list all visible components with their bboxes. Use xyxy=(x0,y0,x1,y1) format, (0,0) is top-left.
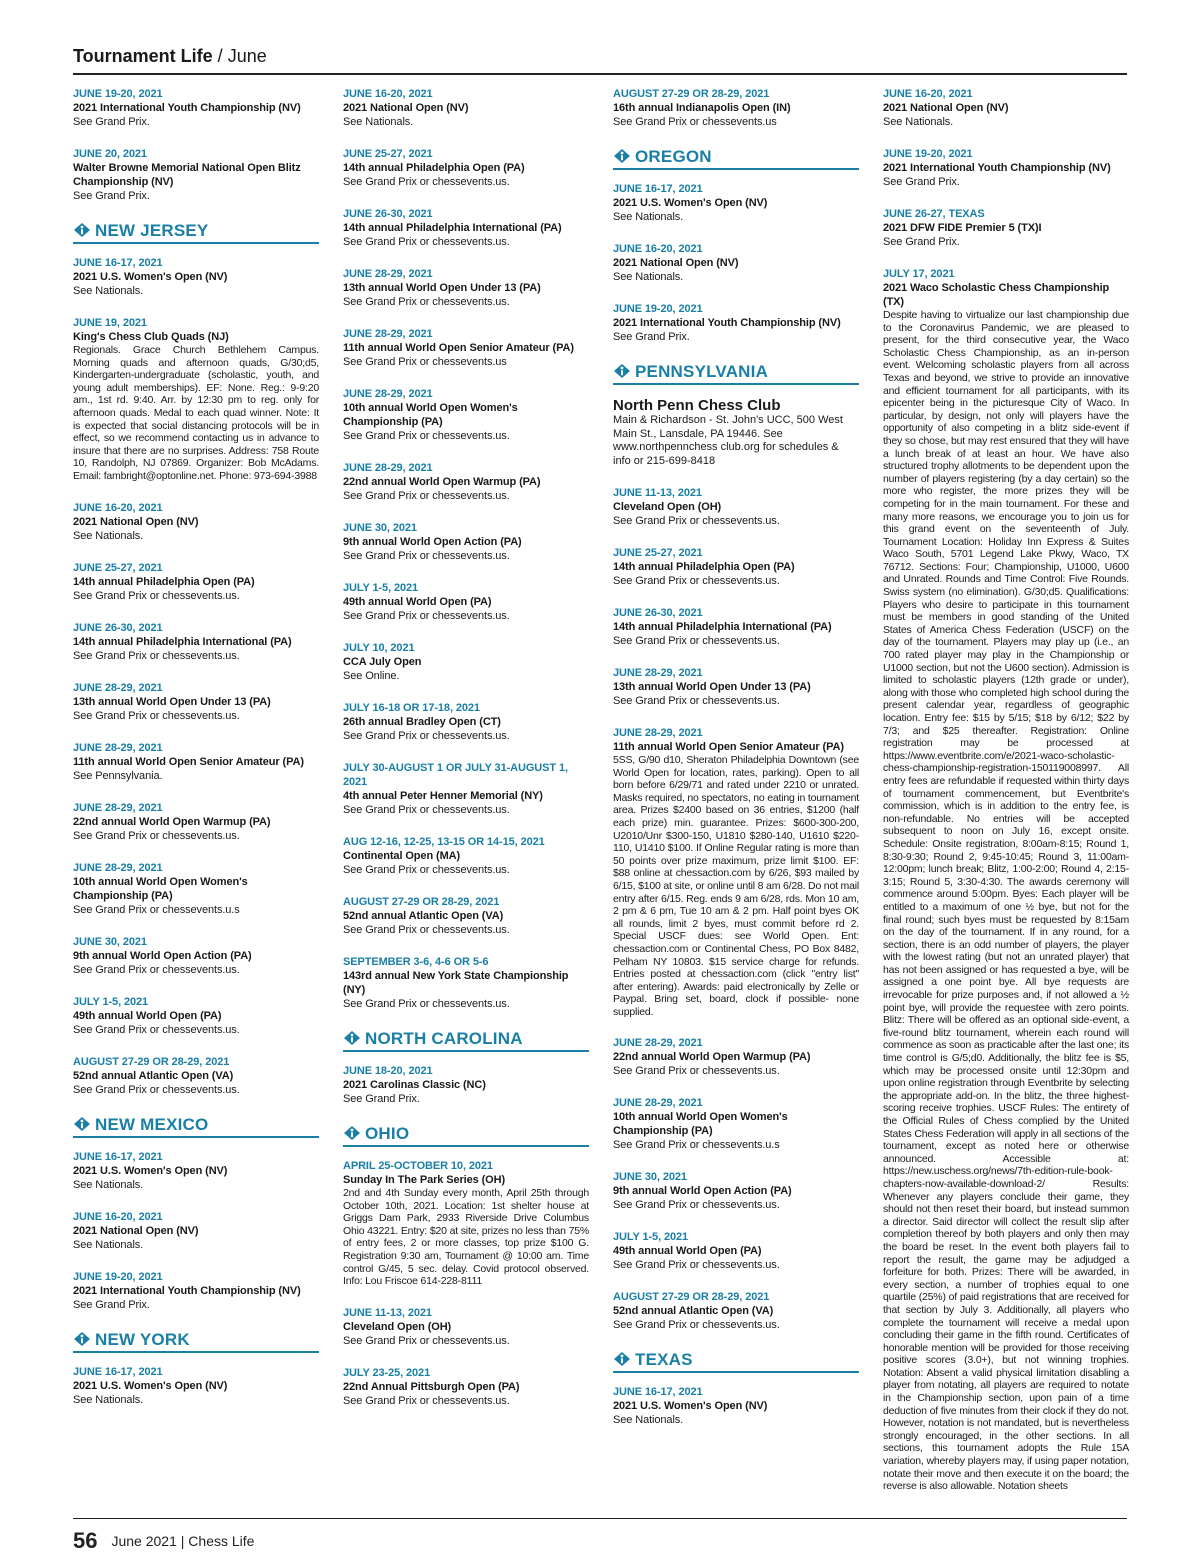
club-info: Main & Richardson - St. John's UCC, 500 West Main St., Lansdale, PA 19446. See www.northpennchess club.org for schedules & info or 215-699-8418 xyxy=(613,414,843,467)
tournament-reference: See Pennsylvania. xyxy=(73,769,163,782)
info-icon xyxy=(343,1030,361,1046)
tournament-title: 10th annual World Open Women's Championship (PA) xyxy=(613,1111,788,1138)
tournament-entry xyxy=(73,995,319,1037)
tournament-entry xyxy=(73,681,319,723)
tournament-entry xyxy=(73,87,319,129)
info-icon xyxy=(73,1331,91,1347)
tournament-entry xyxy=(73,801,319,843)
tournament-reference: See Nationals. xyxy=(73,285,144,297)
tournament-reference: See Grand Prix or chessevents.us. xyxy=(73,829,240,842)
info-icon xyxy=(343,1125,361,1141)
tournament-date: JUNE 20, 2021 xyxy=(73,148,147,160)
tournament-reference: See Grand Prix or chessevents.us. xyxy=(343,296,510,308)
tournament-entry xyxy=(343,1366,589,1408)
column-4 xyxy=(883,87,1129,1511)
tournament-reference: See Grand Prix or chessevents.us. xyxy=(343,730,510,742)
info-icon xyxy=(73,222,91,238)
tournament-reference: See Nationals. xyxy=(613,211,684,223)
tournament-entry xyxy=(343,581,589,623)
tournament-reference: See Grand Prix or chessevents.u.s xyxy=(613,1139,780,1152)
tournament-reference: See Nationals. xyxy=(73,1393,144,1406)
tournament-title: 4th annual Peter Henner Memorial (NY) xyxy=(343,790,543,802)
tournament-reference: See Grand Prix. xyxy=(73,190,150,202)
state-heading xyxy=(613,362,859,385)
tournament-title: 2021 DFW FIDE Premier 5 (TX)I xyxy=(883,222,1042,234)
tournament-date: JUNE 28-29, 2021 xyxy=(73,861,163,874)
tournament-entry xyxy=(343,461,589,503)
tournament-entry xyxy=(73,1055,319,1097)
tournament-reference: See Grand Prix. xyxy=(883,236,960,248)
tournament-title: Sunday In The Park Series (OH) xyxy=(343,1174,506,1186)
tournament-entry xyxy=(343,387,589,443)
header-separator: / xyxy=(212,46,228,66)
tournament-title: 52nd annual Atlantic Open (VA) xyxy=(343,910,504,922)
tournament-reference: See Nationals. xyxy=(73,529,144,542)
tournament-title: 22nd annual World Open Warmup (PA) xyxy=(613,1051,811,1064)
tournament-date: SEPTEMBER 3-6, 4-6 OR 5-6 xyxy=(343,956,489,968)
state-name: PENNSYLVANIA xyxy=(635,362,769,381)
tournament-title: 2021 International Youth Championship (NV) xyxy=(73,102,301,114)
tournament-title: 52nd annual Atlantic Open (VA) xyxy=(73,1069,234,1082)
tournament-title: 13th annual World Open Under 13 (PA) xyxy=(73,695,271,708)
tournament-title: 14th annual Philadelphia Open (PA) xyxy=(343,162,525,174)
page-number: 56 xyxy=(73,1528,98,1553)
tournament-reference: See Grand Prix or chessevents.us. xyxy=(343,610,510,622)
tournament-entry xyxy=(343,835,589,877)
tournament-entry xyxy=(73,1270,319,1312)
tournament-date: JULY 1-5, 2021 xyxy=(613,1231,689,1244)
tournament-entry xyxy=(613,87,859,129)
tournament-entry xyxy=(343,895,589,937)
column-1 xyxy=(73,87,319,1425)
tournament-entry xyxy=(343,1159,589,1288)
tournament-entry xyxy=(73,147,319,203)
tournament-title: 22nd annual World Open Warmup (PA) xyxy=(343,476,541,488)
tournament-date: JUNE 30, 2021 xyxy=(73,935,147,948)
tournament-date: AUGUST 27-29 OR 28-29, 2021 xyxy=(613,1291,770,1304)
tournament-date: JULY 1-5, 2021 xyxy=(343,582,419,594)
tournament-entry xyxy=(343,641,589,683)
tournament-entry xyxy=(73,256,319,298)
tournament-date: JUNE 26-30, 2021 xyxy=(343,208,433,220)
tournament-date: JUNE 16-20, 2021 xyxy=(343,88,433,100)
tournament-entry xyxy=(613,1230,859,1272)
tournament-reference: See Nationals. xyxy=(613,1414,684,1427)
tournament-date: JUNE 16-20, 2021 xyxy=(73,501,163,514)
tournament-title: 143rd annual New York State Championship (NY) xyxy=(343,970,569,996)
tournament-title: 49th annual World Open (PA) xyxy=(343,596,492,608)
tournament-date: JUNE 28-29, 2021 xyxy=(343,328,433,340)
tournament-reference: See Grand Prix or chessevents.us. xyxy=(613,1065,780,1078)
tournament-date: JUNE 28-29, 2021 xyxy=(343,462,433,474)
club-name: North Penn Chess Club xyxy=(613,397,781,414)
tournament-reference: See Grand Prix or chessevents.us. xyxy=(73,589,240,602)
tournament-title: 13th annual World Open Under 13 (PA) xyxy=(613,681,811,693)
tournament-title: 11th annual World Open Senior Amateur (PA) xyxy=(73,755,304,768)
tournament-details: 2nd and 4th Sunday every month, April 25th through October 10th, 2021. Location: 1st shelter house at Griggs Dam Park, 2933 Riverside Drive Columbus Ohio 43221. Entry: $20 at site, prizes no less than 75% of entry fees, 2 or more classes, top prize $100 G. Registration 9:30 am, Tournament @ 10:00 am. Time control G/45, 5 sec. delay. Covid protocol observed. Info: Lou Friscoe 614-228-8111 xyxy=(343,1187,589,1288)
tournament-reference: See Grand Prix or chessevents.us. xyxy=(343,804,510,816)
tournament-title: 14th annual Philadelphia Open (PA) xyxy=(73,575,255,588)
info-icon xyxy=(613,363,631,379)
tournament-reference: See Grand Prix or chessevents.us. xyxy=(613,1319,780,1332)
tournament-title: 2021 U.S. Women's Open (NV) xyxy=(613,197,768,209)
tournament-title: 2021 International Youth Championship (NV) xyxy=(883,162,1111,174)
tournament-date: JUNE 28-29, 2021 xyxy=(343,268,433,280)
tournament-reference: See Grand Prix or chessevents.us. xyxy=(73,1023,240,1036)
tournament-title: 14th annual Philadelphia International (PA) xyxy=(343,222,562,234)
tournament-reference: See Grand Prix or chessevents.us. xyxy=(343,490,510,502)
tournament-title: 14th annual Philadelphia Open (PA) xyxy=(613,561,795,573)
tournament-date: JUNE 16-17, 2021 xyxy=(73,1365,163,1378)
tournament-reference: See Grand Prix or chessevents.us xyxy=(343,356,507,368)
info-icon xyxy=(613,1351,631,1367)
tournament-reference: See Grand Prix or chessevents.u.s xyxy=(73,903,240,916)
info-icon xyxy=(73,1116,91,1132)
state-name: NEW YORK xyxy=(95,1329,190,1349)
tournament-reference: See Grand Prix or chessevents.us. xyxy=(613,635,780,647)
tournament-reference: See Grand Prix. xyxy=(73,116,150,128)
tournament-reference: See Online. xyxy=(343,670,400,682)
tournament-reference: See Grand Prix. xyxy=(883,176,960,188)
tournament-title: 2021 Waco Scholastic Chess Championship (TX) xyxy=(883,282,1110,308)
tournament-date: JUNE 25-27, 2021 xyxy=(343,148,433,160)
state-heading xyxy=(343,1029,589,1052)
tournament-title: 22nd Annual Pittsburgh Open (PA) xyxy=(343,1380,520,1393)
tournament-title: 2021 National Open (NV) xyxy=(613,257,739,269)
tournament-title: 2021 International Youth Championship (NV) xyxy=(613,317,841,329)
tournament-title: 49th annual World Open (PA) xyxy=(73,1009,222,1022)
tournament-reference: See Grand Prix or chessevents.us. xyxy=(343,998,510,1010)
tournament-reference: See Nationals. xyxy=(73,1178,144,1191)
tournament-entry xyxy=(613,546,859,588)
tournament-reference: See Grand Prix or chessevents.us. xyxy=(73,1083,240,1096)
tournament-entry xyxy=(73,316,319,483)
tournament-entry xyxy=(73,1210,319,1252)
state-heading xyxy=(73,1115,319,1138)
tournament-reference: See Grand Prix or chessevents.us. xyxy=(343,176,510,188)
tournament-reference: See Grand Prix or chessevents.us. xyxy=(613,1199,780,1212)
tournament-entry xyxy=(343,147,589,189)
tournament-entry xyxy=(343,87,589,129)
tournament-entry xyxy=(73,501,319,543)
tournament-reference: See Grand Prix or chessevents.us. xyxy=(343,924,510,936)
tournament-title: 26th annual Bradley Open (CT) xyxy=(343,716,501,728)
tournament-date: JUNE 19, 2021 xyxy=(73,317,147,329)
state-name: NEW JERSEY xyxy=(95,221,209,240)
column-2 xyxy=(343,87,589,1426)
tournament-entry xyxy=(613,1096,859,1152)
tournament-date: JULY 17, 2021 xyxy=(883,268,955,280)
tournament-date: JUNE 16-17, 2021 xyxy=(73,257,163,269)
tournament-title: 2021 National Open (NV) xyxy=(883,102,1009,114)
tournament-title: CCA July Open xyxy=(343,656,422,668)
tournament-entry xyxy=(73,935,319,977)
tournament-title: Continental Open (MA) xyxy=(343,850,461,862)
tournament-date: JUNE 11-13, 2021 xyxy=(613,487,702,499)
tournament-date: JUNE 28-29, 2021 xyxy=(73,681,163,694)
tournament-entry xyxy=(73,861,319,917)
state-heading xyxy=(73,221,319,244)
tournament-reference: See Grand Prix or chessevents.us. xyxy=(343,864,510,876)
tournament-title: 52nd annual Atlantic Open (VA) xyxy=(613,1305,774,1318)
tournament-title: 2021 U.S. Women's Open (NV) xyxy=(73,271,228,283)
tournament-title: 2021 U.S. Women's Open (NV) xyxy=(73,1164,228,1177)
tournament-date: JULY 1-5, 2021 xyxy=(73,995,149,1008)
tournament-reference: See Grand Prix or chessevents.us xyxy=(613,116,777,128)
tournament-date: JUNE 28-29, 2021 xyxy=(73,801,163,814)
tournament-date: JUNE 30, 2021 xyxy=(613,1171,687,1184)
column-3 xyxy=(613,87,859,1445)
tournament-date: JUNE 19-20, 2021 xyxy=(883,148,973,160)
tournament-reference: See Grand Prix or chessevents.us. xyxy=(343,430,510,442)
tournament-title: 9th annual World Open Action (PA) xyxy=(343,536,522,548)
info-icon xyxy=(613,148,631,164)
tournament-title: 2021 National Open (NV) xyxy=(73,515,199,528)
tournament-entry xyxy=(343,207,589,249)
footer-rule xyxy=(73,1518,1127,1519)
state-heading xyxy=(73,1330,319,1353)
state-name: TEXAS xyxy=(635,1350,693,1370)
tournament-entry xyxy=(883,267,1129,1493)
tournament-reference: See Grand Prix or chessevents.us. xyxy=(73,709,240,722)
tournament-title: 49th annual World Open (PA) xyxy=(613,1245,762,1258)
tournament-reference: See Nationals. xyxy=(883,116,954,128)
tournament-reference: See Grand Prix or chessevents.us. xyxy=(613,575,780,587)
tournament-reference: See Nationals. xyxy=(343,116,414,128)
tournament-title: 13th annual World Open Under 13 (PA) xyxy=(343,282,541,294)
tournament-title: 11th annual World Open Senior Amateur (PA) xyxy=(613,741,844,753)
tournament-entry xyxy=(883,87,1129,129)
tournament-date: JUNE 16-17, 2021 xyxy=(73,1150,163,1163)
tournament-reference: See Grand Prix or chessevents.us. xyxy=(343,236,510,248)
tournament-entry xyxy=(613,302,859,344)
tournament-date: JULY 16-18 OR 17-18, 2021 xyxy=(343,702,480,714)
tournament-date: JUNE 16-17, 2021 xyxy=(613,1386,703,1399)
tournament-date: AUGUST 27-29 OR 28-29, 2021 xyxy=(73,1055,230,1068)
tournament-title: 2021 National Open (NV) xyxy=(343,102,469,114)
state-name: NORTH CAROLINA xyxy=(365,1029,523,1048)
tournament-details: Regionals. Grace Church Bethlehem Campus. Morning quads and afternoon quads, G/30;d5, Kindergarten-undergraduate (scholastic, youth, and young adult memberships). EF: None. Reg.: 9-9:20 am., 1st rd. 9:40. Arr. by 12:30 pm to reg. only for afternoon quads. Medal to each quad winner. Note: It is expected that social distancing protocols will be in effect, so we recommend contacting us in advance to insure that there are no surprises. Address: 758 Route 10, Randolph, NJ 07869. Organizer: Bob McAdams. Email: fambright@optonline.net. Phone: 973-694-3988 xyxy=(73,344,319,482)
tournament-date: JUNE 16-20, 2021 xyxy=(883,88,973,100)
tournament-title: Cleveland Open (OH) xyxy=(343,1320,452,1333)
tournament-entry xyxy=(343,1064,589,1106)
state-heading xyxy=(613,1350,859,1373)
tournament-reference: See Nationals. xyxy=(73,1238,144,1251)
tournament-title: Cleveland Open (OH) xyxy=(613,501,722,513)
tournament-title: 14th annual Philadelphia International (PA) xyxy=(73,635,292,648)
section-title: Tournament Life xyxy=(73,46,213,66)
tournament-date: JUNE 28-29, 2021 xyxy=(613,1037,703,1050)
tournament-entry xyxy=(73,621,319,663)
tournament-entry xyxy=(343,955,589,1011)
tournament-entry xyxy=(613,242,859,284)
tournament-reference: See Grand Prix or chessevents.us. xyxy=(73,649,240,662)
tournament-entry xyxy=(343,327,589,369)
tournament-date: JULY 10, 2021 xyxy=(343,642,415,654)
tournament-entry xyxy=(883,147,1129,189)
tournament-entry xyxy=(343,761,589,817)
tournament-title: Walter Browne Memorial National Open Blitz Championship (NV) xyxy=(73,162,301,188)
tournament-date: JUNE 19-20, 2021 xyxy=(613,303,703,315)
tournament-date: JUNE 19-20, 2021 xyxy=(73,1270,163,1283)
tournament-title: 11th annual World Open Senior Amateur (PA) xyxy=(343,342,574,354)
tournament-reference: See Grand Prix. xyxy=(613,331,690,343)
tournament-title: 9th annual World Open Action (PA) xyxy=(613,1185,792,1198)
tournament-entry xyxy=(613,606,859,648)
tournament-entry xyxy=(883,207,1129,249)
tournament-date: JUNE 16-20, 2021 xyxy=(613,243,703,255)
tournament-date: JUNE 28-29, 2021 xyxy=(613,727,703,739)
tournament-entry xyxy=(613,182,859,224)
tournament-title: 10th annual World Open Women's Championship (PA) xyxy=(73,875,248,902)
state-name: OREGON xyxy=(635,147,712,166)
tournament-reference: See Grand Prix. xyxy=(73,1298,150,1311)
tournament-entry xyxy=(613,1036,859,1078)
tournament-date: JULY 30-AUGUST 1 OR JULY 31-AUGUST 1, 2021 xyxy=(343,762,568,788)
state-name: OHIO xyxy=(365,1124,410,1143)
state-heading xyxy=(613,147,859,170)
tournament-date: AUG 12-16, 12-25, 13-15 OR 14-15, 2021 xyxy=(343,836,545,848)
tournament-date: JUNE 18-20, 2021 xyxy=(343,1065,433,1077)
page-header xyxy=(73,46,267,67)
tournament-entry xyxy=(73,561,319,603)
tournament-entry xyxy=(613,1170,859,1212)
tournament-date: APRIL 25-OCTOBER 10, 2021 xyxy=(343,1160,493,1172)
tournament-entry xyxy=(613,1385,859,1427)
tournament-reference: See Grand Prix or chessevents.us. xyxy=(343,1394,510,1407)
tournament-entry xyxy=(343,267,589,309)
tournament-title: 22nd annual World Open Warmup (PA) xyxy=(73,815,271,828)
tournament-title: 2021 International Youth Championship (NV) xyxy=(73,1284,301,1297)
tournament-entry xyxy=(613,486,859,528)
tournament-reference: See Nationals. xyxy=(613,271,684,283)
tournament-entry xyxy=(613,666,859,708)
tournament-date: JUNE 25-27, 2021 xyxy=(73,561,163,574)
tournament-entry xyxy=(73,1150,319,1192)
tournament-date: JUNE 30, 2021 xyxy=(343,522,417,534)
tournament-entry xyxy=(343,701,589,743)
tournament-entry xyxy=(73,741,319,783)
tournament-date: JUNE 16-17, 2021 xyxy=(613,183,703,195)
tournament-date: JUNE 16-20, 2021 xyxy=(73,1210,163,1223)
tournament-reference: See Grand Prix or chessevents.us. xyxy=(343,1334,510,1347)
tournament-reference: See Grand Prix or chessevents.us. xyxy=(613,1259,780,1272)
tournament-details: Despite having to virtualize our last championship due to the Coronavirus Pandemic, we are pleased to present, for the third consecutive year, the Waco Scholastic Chess Championship, as an in-person event. Welcoming scholastic players from all across Texas and beyond, we strive to provide an innovative and efficient tournament for all participants, with its epicenter being in the picturesque City of Waco. In particular, by design, not only will players have the opportunity of also competing in a blitz side-event if they so chose, but may rest ensured that they will have a lunch break of at least an hour. We have also structured trophy allotments to be dependent upon the number of players registering (by a day certain) so the more who register, the more prizes they will be competing for in the main tournament. For these and many more reasons, we encourage you to join us for this grand event on the seventeenth of July. Tournament Location: Holiday Inn Express & Suites Waco South, 5701 Legend Lake Pkwy, Waco, TX 76712. Sections: Four; Championship, U1000, U600 and Unrated. Rounds and Time Control: Five Rounds. Swiss system (no elimination). G/30;d5. Qualifications: Players who desire to participate in this tournament must be members in good standing of the United States of America Chess Federation (USCF) on the day of the tournament. Players may play up (i.e., an 700 rated player may play in the Championship or U1000 section, but not the U600 section). Admission is limited to scholastic players (12th grade or under), along with those who completed high school during the present calendar year, regardless of geographic location. Entry fee: $15 by 5/15; $18 by 6/12; $22 by 7/3; and $25 thereafter. Registration: Online registration may be processed at https://www.eventbrite.com/e/2021-waco-scholastic-chess-championship-registration-150119008997. All entry fees are refundable if requested within thirty days of tournament commencement, but Eventbrite's commission, which is in addition to the entry fee, is non-refundable. No entries will be accepted subsequent to noon on July 16, except onsite. Schedule: Onsite registration, 8:00am-8:15; Round 1, 8:30-9:30; Round 2, 9:45-10:45; Round 3, 11:00am-12:00pm; lunch break; Blitz, 1:00-2:00; Round 4, 2:15-3:15; Round 5, 3:30-4:30. The awards ceremony will commence around 5:00pm. Byes: Each player will be entitled to a maximum of one ½ bye, but not for the final round; such byes must be requested by 8:15am on the day of the tournament. If in any round, for a section, there is an odd number of players, the player with the lowest rating (but not an unrated player) that has not been assigned or has requested a bye, will be assigned a one point bye. All bye requests are irrevocable for prize purposes and, if not allowed a ½ point bye, will provide the requestee with zero points. Blitz: There will be offered as an optional side-event, a five-round blitz tournament, wherein each round will commence as soon as practicable after the last one; its time control is G/5;d0. Additionally, the blitz fee is $5, which may be processed onsite until 12:30pm and upon online registration through Eventbrite by selecting the appropriate add-on. In the blitz, the three highest-scoring receive trophies. USCF Rules: The entirety of the Official Rules of Chess complied by the United States Chess Federation will apply in all sections of the tournament, except as noted here or otherwise announced. Accessible at: https://new.uschess.org/news/7th-edition-rule-book-chapters-now-available-download-2/ Results: Whenever any players conclude their game, they should not then reset their board, but instead summon a director. Said director will collect the result slip after completion thereof by both players and only then may the board be reset. In the event both players fail to report the result, the game may be adjudged a forfeiture for both. Prizes: There will be awarded, in every section, a number of trophies equal to one quartile (25%) of paid registrations that are received for that section by July 3. Additionally, all players who complete the tournament will receive a medal upon concluding their game in the fifth round. Certificates of honorable mention will be provided for those receiving positive scores (3.0+), but not winning trophies. Notation: Absent a valid physical limitation disabling a player from notating, all players are required to notate in the Championship section, upon pain of a time deduction of five minutes from their clock if they do not. However, notation is not mandated, but is nevertheless strongly encouraged, in the other sections. In all sections, this tournament adopts the Rule 15A variation, whereby players may, if using paper notation, notate their move and then execute it on the board; the reverse is also allowable. Notation sheets xyxy=(883,309,1129,1493)
tournament-reference: See Grand Prix or chessevents.us. xyxy=(343,550,510,562)
tournament-date: JUNE 11-13, 2021 xyxy=(343,1306,432,1319)
tournament-title: 14th annual Philadelphia International (PA) xyxy=(613,621,832,633)
tournament-date: JUNE 28-29, 2021 xyxy=(613,1097,703,1110)
tournament-entry xyxy=(613,1290,859,1332)
state-name: NEW MEXICO xyxy=(95,1114,209,1134)
tournament-title: 10th annual World Open Women's Championship (PA) xyxy=(343,402,518,428)
page-footer xyxy=(73,1528,254,1554)
tournament-entry xyxy=(73,1365,319,1407)
tournament-reference: See Grand Prix. xyxy=(343,1093,420,1105)
tournament-entry xyxy=(343,521,589,563)
tournament-date: JUNE 19-20, 2021 xyxy=(73,88,163,100)
tournament-date: AUGUST 27-29 OR 28-29, 2021 xyxy=(613,88,770,100)
tournament-title: 2021 National Open (NV) xyxy=(73,1224,199,1237)
tournament-details: 5SS, G/90 d10, Sheraton Philadelphia Downtown (see World Open for location, rates, parking). Open to all born before 6/29/71 and rated under 2210 or unrated. Masks required, no spectators, no eating in tournament area. Prizes $2400 based on 36 entries, $1200 (half each prize) min. guarantee. Prizes: $600-300-200, U2010/Unr $300-150, U1810 $280-140, U1610 $220-110, U1410 $100. If Online Regular rating is more than 50 points over prize maximum, prize limit $100. EF: $88 online at chessaction.com by 6/26, $93 mailed by 6/15, $100 at site, or online until 8 am 6/28. Do not mail entry after 6/15. Reg. ends 9 am 6/28, rds. Mon 10 am, 2 pm & 6 pm, Tue 10 am & 2 pm. Half point byes OK all rounds, limit 2 byes, must commit before rd 2. Special USCF dues: see World Open. Ent: chessaction.com or Continental Chess, PO Box 8482, Pelham NY 10803. $15 service charge for refunds. Entries posted at chessaction.com (click "entry list" after entering). Awards: paid electronically by Zelle or Paypal. Bring set, board, clock if possible- none supplied. xyxy=(613,754,860,1018)
tournament-title: 2021 U.S. Women's Open (NV) xyxy=(613,1400,768,1413)
tournament-date: JUNE 28-29, 2021 xyxy=(343,388,433,400)
header-rule xyxy=(73,73,1127,75)
tournament-date: JULY 23-25, 2021 xyxy=(343,1366,431,1379)
tournament-title: 16th annual Indianapolis Open (IN) xyxy=(613,102,791,114)
header-month: June xyxy=(227,46,267,66)
footer-text: June 2021 | Chess Life xyxy=(111,1533,255,1549)
tournament-title: 2021 U.S. Women's Open (NV) xyxy=(73,1379,228,1392)
tournament-reference: See Grand Prix or chessevents.us. xyxy=(73,963,240,976)
tournament-title: King's Chess Club Quads (NJ) xyxy=(73,331,229,343)
tournament-entry xyxy=(613,726,859,1018)
state-heading xyxy=(343,1124,589,1147)
tournament-reference: See Grand Prix or chessevents.us. xyxy=(613,515,780,527)
tournament-date: JUNE 28-29, 2021 xyxy=(73,741,163,754)
tournament-reference: See Grand Prix or chessevents.us. xyxy=(613,695,780,707)
tournament-title: 9th annual World Open Action (PA) xyxy=(73,949,252,962)
tournament-date: JUNE 28-29, 2021 xyxy=(613,667,703,679)
tournament-entry xyxy=(343,1306,589,1348)
tournament-date: JUNE 26-30, 2021 xyxy=(73,621,163,634)
tournament-date: AUGUST 27-29 OR 28-29, 2021 xyxy=(343,896,500,908)
tournament-date: JUNE 26-27, TEXAS xyxy=(883,208,985,220)
tournament-date: JUNE 25-27, 2021 xyxy=(613,547,703,559)
tournament-title: 2021 Carolinas Classic (NC) xyxy=(343,1079,486,1091)
tournament-date: JUNE 26-30, 2021 xyxy=(613,607,703,619)
